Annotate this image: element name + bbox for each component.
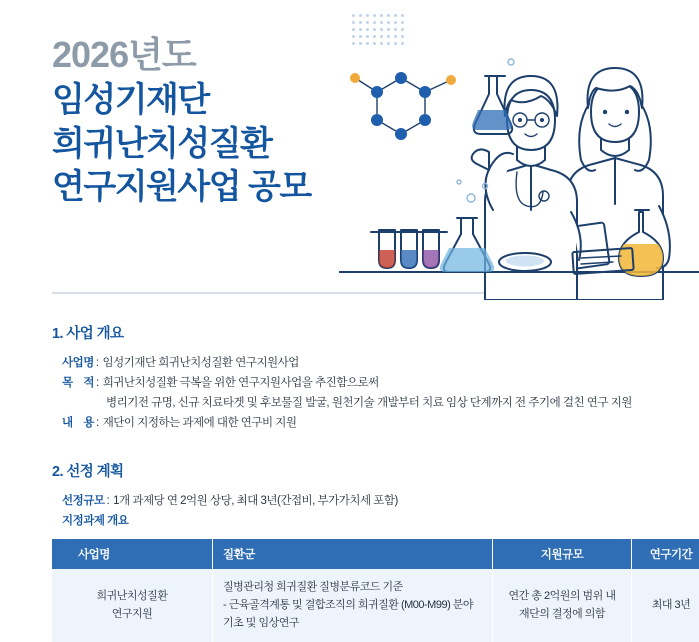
row-separator: : xyxy=(94,373,103,393)
section-1-row-2 xyxy=(52,373,647,393)
section-2-row-1 xyxy=(52,491,647,511)
plan-table xyxy=(52,539,699,642)
hero-title-block xyxy=(52,34,311,210)
plan-table-head xyxy=(52,539,699,569)
row-separator: : xyxy=(94,353,103,373)
cell-period: 최대 3년 xyxy=(632,569,699,642)
cell-funding: 연간 총 2억원의 범위 내 재단의 결정에 의함 xyxy=(493,569,632,642)
cell-project: 희귀난치성질환 연구지원 xyxy=(52,569,213,642)
row-label: 선정규모 xyxy=(62,491,104,511)
row-separator: : xyxy=(94,413,103,433)
row-value: 임성기재단 희귀난치성질환 연구지원사업 xyxy=(103,353,647,373)
col-header-period: 연구기간 xyxy=(632,539,699,569)
section-2-heading: 2. 선정 계획 xyxy=(52,460,647,481)
molecule-icon xyxy=(350,72,456,140)
col-header-project: 사업명 xyxy=(52,539,213,569)
row-value: 1개 과제당 연 2억원 상당, 최대 3년(간접비, 부가가치세 포함) xyxy=(113,491,647,511)
flask-held xyxy=(472,76,512,134)
table-row xyxy=(52,569,699,642)
section-2-subheading: 지정과제 개요 xyxy=(52,511,647,533)
hero-year: 2026년도 xyxy=(52,34,311,75)
cell-disease: 질병관리청 희귀질환 질병분류코드 기준 - 근육골격계통 및 결합조직의 희귀질환 (M00-M99) 분야 기초 및 임상연구 xyxy=(213,569,493,642)
section-1-heading: 1. 사업 개요 xyxy=(52,322,647,343)
document-body xyxy=(0,322,699,642)
lab-researchers-illustration xyxy=(339,0,699,300)
row-label: 사업명 xyxy=(62,353,94,373)
table-header-row xyxy=(52,539,699,569)
section-1-row-3 xyxy=(52,413,647,433)
row-value: 희귀난치성질환 극복을 위한 연구지원사업을 추진함으로써 xyxy=(103,373,647,393)
test-tube-rack xyxy=(371,230,447,268)
col-header-funding: 지원규모 xyxy=(493,539,632,569)
hero-line-3: 연구지원사업 공모 xyxy=(52,166,311,210)
hero-line-1: 임성기재단 xyxy=(52,79,311,123)
section-1-row-1 xyxy=(52,353,647,373)
plan-table-body xyxy=(52,569,699,642)
section-1-subline: 병리기전 규명, 신규 치료타겟 및 후보물질 발굴, 원천기술 개발부터 치료 임상 단계까지 전 주기에 걸친 연구 지원 xyxy=(52,393,647,413)
row-label: 내 용 xyxy=(62,413,94,433)
row-separator: : xyxy=(104,491,113,511)
row-value: 재단이 지정하는 과제에 대한 연구비 지원 xyxy=(103,413,647,433)
row-label: 목 적 xyxy=(62,373,94,393)
hero-banner xyxy=(0,0,699,300)
col-header-disease: 질환군 xyxy=(213,539,493,569)
hero-line-2: 희귀난치성질환 xyxy=(52,123,311,167)
